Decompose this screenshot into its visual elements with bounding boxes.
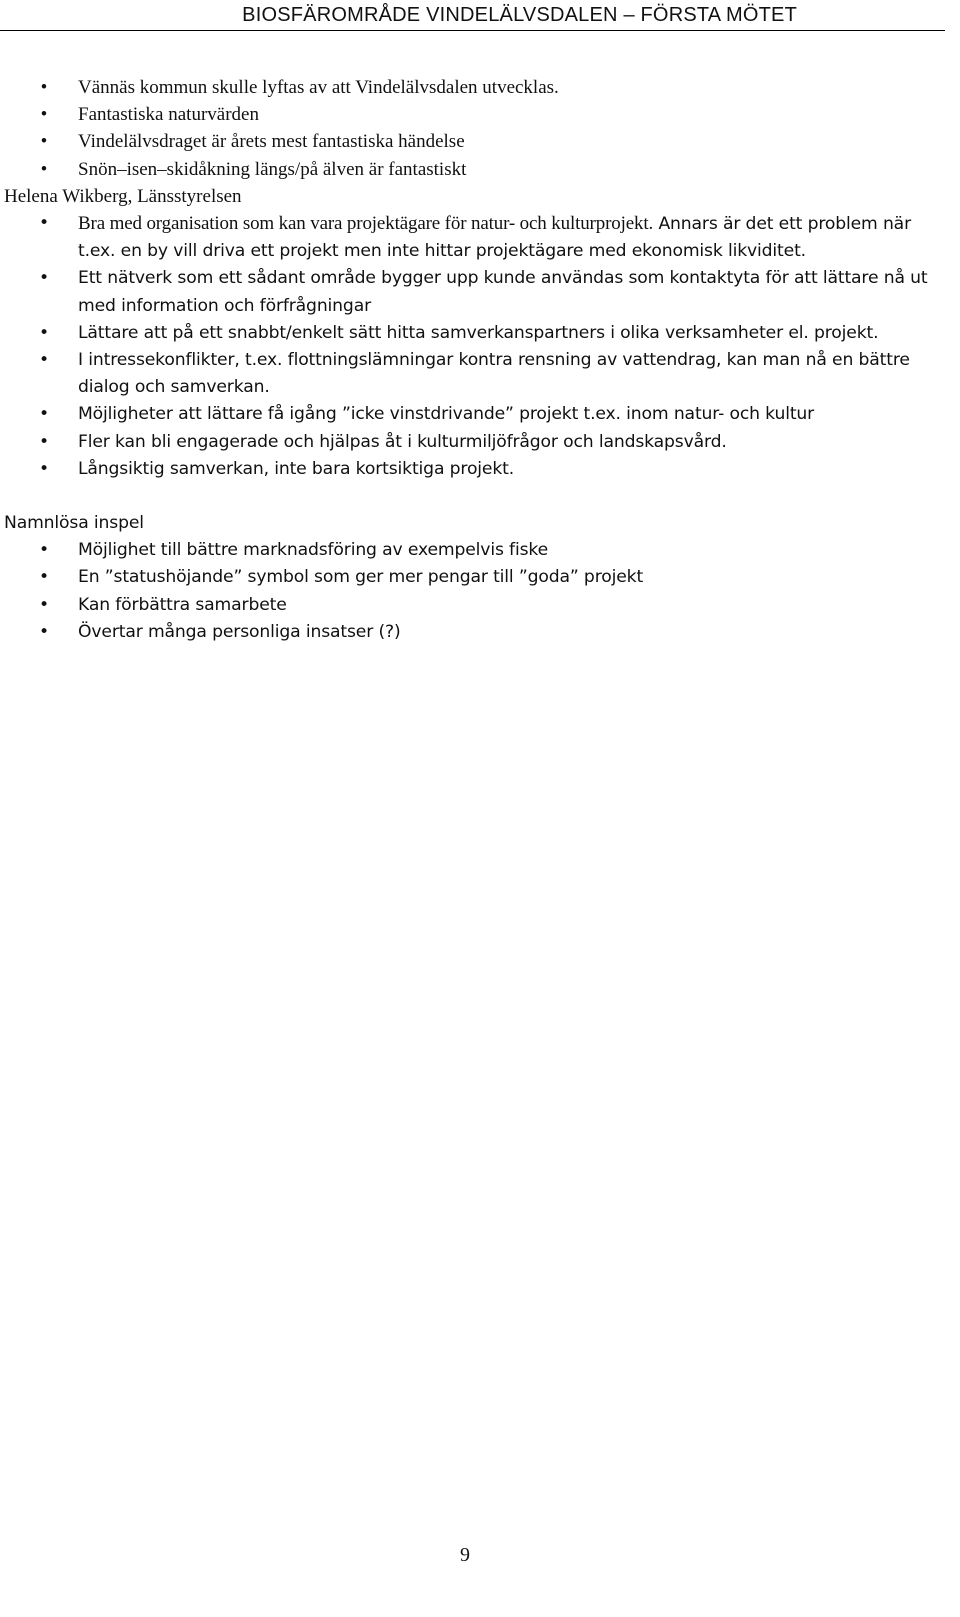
list-item: • Fler kan bli engagerade och hjälpas åt i kulturmiljöfrågor och landskapsvård. [4,429,934,456]
section-spacer [4,483,934,510]
list-item: • Möjlighet till bättre marknadsföring av exempelvis fiske [4,537,934,564]
list-item: • Fantastiska naturvärden [4,101,934,128]
bullet-icon [38,210,50,237]
bullet-icon [38,128,50,155]
list-item: • Snön–isen–skidåkning längs/på älven är fantastiskt [4,156,934,183]
bullet-icon [38,429,50,456]
list-item: • Vindelälvsdraget är årets mest fantastiska händelse [4,128,934,155]
bullet-icon [38,619,50,646]
bullet-icon [38,156,50,183]
list-item: • Ett nätverk som ett sådant område bygger upp kunde användas som kontaktyta för att lättare nå ut med information och förfrågningar [4,265,934,319]
list-item: • Långsiktig samverkan, inte bara kortsiktiga projekt. [4,456,934,483]
list-item: • Lättare att på ett snabbt/enkelt sätt hitta samverkanspartners i olika verksamheter el. projekt. [4,320,934,347]
bullet-list-1 [4,74,934,183]
bullet-icon [38,101,50,128]
list-item: • Möjligheter att lättare få igång ”icke vinstdrivande” projekt t.ex. inom natur- och kultur [4,401,934,428]
speaker-heading: Helena Wikberg, Länsstyrelsen [4,185,242,207]
bullet-icon [38,347,50,374]
list-item: • En ”statushöjande” symbol som ger mer pengar till ”goda” projekt [4,564,934,591]
page-header [0,0,945,31]
bullet-icon [38,456,50,483]
bullet-list-3 [4,537,934,646]
bullet-icon [38,592,50,619]
bullet-icon [38,74,50,101]
bullet-icon [38,537,50,564]
list-item: • Bra med organisation som kan vara projektägare för natur- och kulturprojekt. Annars är det ett problem när t.ex. en by vill driva ett projekt men inte hittar projektägare med ekonomisk likviditet. [4,210,934,265]
bullet-icon [38,320,50,347]
list-item: • I intressekonflikter, t.ex. flottningslämningar kontra rensning av vattendrag, kan man nå en bättre dialog och samverkan. [4,347,934,401]
section-heading: Namnlösa inspel [4,513,144,534]
header-title: BIOSFÄROMRÅDE VINDELÄLVSDALEN – FÖRSTA MÖTET [242,4,797,26]
document-body [4,74,934,646]
list-item: • Kan förbättra samarbete [4,592,934,619]
list-item: • Vännäs kommun skulle lyftas av att Vindelälvsdalen utvecklas. [4,74,934,101]
bullet-icon [38,265,50,292]
list-item: • Övertar många personliga insatser (?) [4,619,934,646]
bullet-list-2 [4,210,934,483]
page-number: 9 [460,1544,470,1566]
bullet-icon [38,401,50,428]
bullet-icon [38,564,50,591]
